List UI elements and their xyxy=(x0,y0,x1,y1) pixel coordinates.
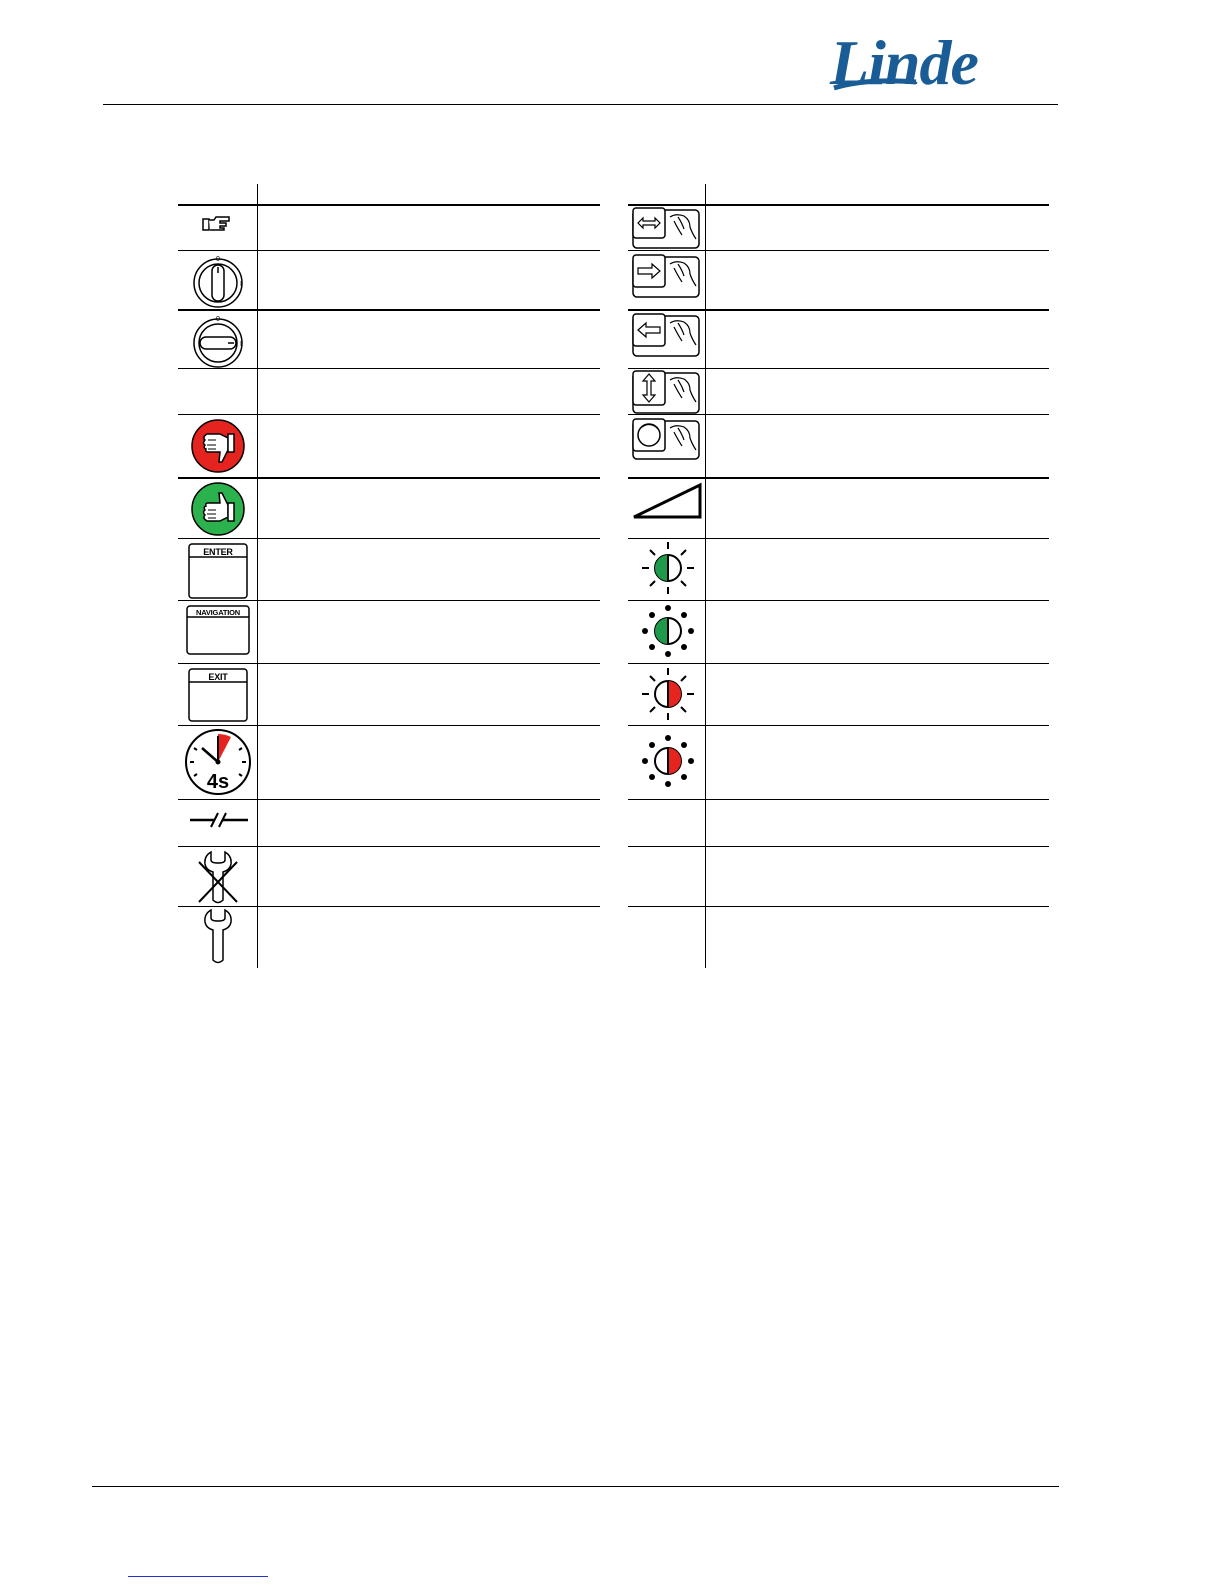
left-row-rule xyxy=(178,309,600,311)
left-row-rule xyxy=(178,799,600,800)
scroll-left-hand-icon xyxy=(632,313,702,357)
left-row-rule xyxy=(178,250,600,251)
right-row-rule xyxy=(628,538,1049,539)
led-red-flashing-icon xyxy=(640,666,696,722)
wrench-icon xyxy=(200,908,236,966)
enter-key-icon xyxy=(188,543,248,599)
timer-4s-icon xyxy=(184,728,252,796)
led-green-flashing-icon xyxy=(640,540,696,596)
scroll-left-right-hand-icon xyxy=(632,207,702,251)
right-row-rule xyxy=(628,477,1049,479)
scroll-up-down-hand-icon xyxy=(632,370,702,414)
ramp-triangle-icon xyxy=(632,483,702,519)
right-row-rule xyxy=(628,309,1049,311)
left-row-rule xyxy=(178,600,600,601)
led-red-blinking-icon xyxy=(640,733,696,789)
right-row-rule xyxy=(628,414,1049,415)
left-row-rule xyxy=(178,477,600,479)
timer-label: 4s xyxy=(206,771,230,793)
left-header-rule xyxy=(178,204,600,206)
rotary-switch-horizontal-icon xyxy=(190,313,246,369)
right-row-rule xyxy=(628,799,1049,800)
footer-rule xyxy=(92,1486,1059,1487)
switch-mark-off: 0 xyxy=(216,316,220,323)
right-row-rule xyxy=(628,663,1049,664)
no-wrench-icon xyxy=(196,850,240,906)
exit-key-label: EXIT xyxy=(208,672,228,682)
left-row-rule xyxy=(178,663,600,664)
enter-key-label: ENTER xyxy=(203,547,233,557)
right-row-rule xyxy=(628,725,1049,726)
scroll-right-hand-icon xyxy=(632,254,702,298)
right-header-rule xyxy=(628,204,1049,206)
led-green-blinking-icon xyxy=(640,603,696,659)
footer-link-underline xyxy=(128,1576,268,1577)
thumbs-down-red-icon xyxy=(190,418,246,474)
linde-logo xyxy=(826,18,1048,98)
right-row-rule xyxy=(628,846,1049,847)
interrupted-line-icon xyxy=(188,810,250,830)
left-column-divider xyxy=(257,184,258,968)
switch-mark-on: I xyxy=(240,341,242,348)
right-row-rule xyxy=(628,906,1049,907)
right-row-rule xyxy=(628,368,1049,369)
right-column-divider xyxy=(705,184,706,968)
switch-mark-off: 0 xyxy=(216,256,220,263)
turn-knob-hand-icon xyxy=(632,418,702,460)
pointing-hand-icon xyxy=(202,214,232,234)
switch-mark-on: I xyxy=(240,281,242,288)
navigation-key-label: NAVIGATION xyxy=(196,608,240,617)
left-row-rule xyxy=(178,725,600,726)
left-row-rule xyxy=(178,846,600,847)
navigation-key-icon xyxy=(186,605,250,655)
rotary-switch-vertical-icon xyxy=(190,253,246,309)
thumbs-up-green-icon xyxy=(190,481,246,537)
right-row-rule xyxy=(628,600,1049,601)
exit-key-icon xyxy=(188,668,248,722)
header-rule xyxy=(103,104,1058,105)
left-row-rule xyxy=(178,906,600,907)
left-row-rule xyxy=(178,414,600,415)
left-row-rule xyxy=(178,538,600,539)
linde-logo-text: Linde xyxy=(830,27,978,98)
